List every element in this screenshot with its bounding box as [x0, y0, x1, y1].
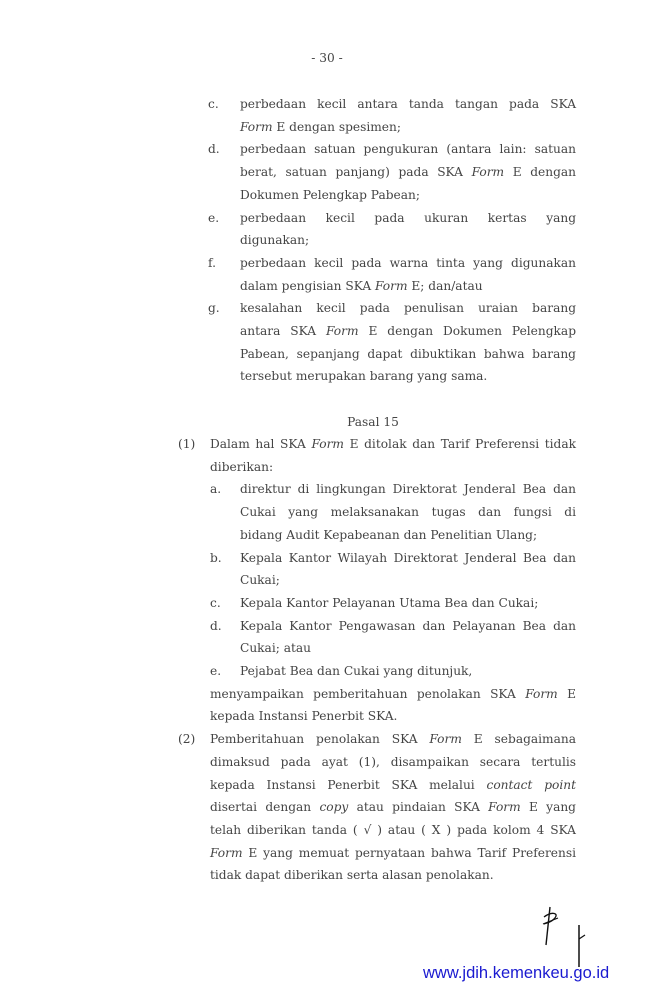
text-segment: Kepala Kantor Pengawasan dan Pelayanan Bea dan: [240, 618, 576, 633]
text-line: [240, 569, 576, 592]
text-segment: E: [557, 686, 576, 701]
text-line: [210, 456, 576, 479]
text-segment: kepada Instansi Penerbit SKA.: [210, 709, 398, 724]
text-segment: Cukai;: [240, 573, 280, 588]
text-segment: bidang Audit Kepabeanan dan Penelitian Ulang;: [240, 527, 538, 542]
italic-term: contact point: [486, 777, 576, 792]
text-line: [240, 524, 576, 547]
text-line: [240, 297, 576, 320]
text-segment: dalam pengisian SKA: [240, 278, 376, 293]
list-marker: a.: [210, 482, 222, 497]
text-segment: kepada Instansi Penerbit SKA melalui: [210, 777, 487, 792]
list-marker: d.: [210, 618, 222, 633]
text-line: [240, 660, 576, 683]
italic-term: Form: [326, 324, 359, 338]
list-marker: (2): [178, 732, 196, 747]
text-line: [240, 116, 576, 139]
text-segment: E yang: [520, 800, 576, 815]
text-line: [240, 592, 576, 615]
text-line: [240, 184, 576, 207]
text-segment: Kepala Kantor Pelayanan Utama Bea dan Cukai;: [240, 595, 539, 610]
text-segment: telah diberikan tanda ( √ ) atau ( X ) pada kolom 4 SKA: [210, 822, 576, 837]
italic-term: Form: [311, 437, 344, 451]
text-segment: digunakan;: [240, 233, 310, 248]
text-line: [240, 229, 576, 252]
text-segment: Dalam hal SKA: [210, 437, 312, 451]
text-line: [240, 501, 576, 524]
text-line: [210, 705, 576, 728]
text-line: [240, 161, 576, 184]
text-segment: Dokumen Pelengkap Pabean;: [240, 187, 420, 202]
text-segment: perbedaan kecil pada warna tinta yang digunakan: [240, 255, 576, 270]
text-segment: dimaksud pada ayat (1), disampaikan secara tertulis: [210, 754, 576, 769]
italic-term: Form: [429, 732, 462, 747]
text-segment: direktur di lingkungan Direktorat Jenderal Bea dan: [240, 482, 576, 497]
text-segment: E dengan spesimen;: [272, 119, 401, 134]
text-segment: E; dan/atau: [407, 278, 483, 293]
text-segment: perbedaan kecil antara tanda tangan pada SKA: [240, 97, 576, 111]
list-marker: d.: [208, 142, 220, 157]
italic-term: Form: [525, 686, 558, 701]
text-line: [240, 547, 576, 570]
text-segment: tidak dapat diberikan serta alasan penolakan.: [210, 868, 494, 883]
text-line: [240, 207, 576, 230]
footer-url-link[interactable]: www.jdih.kemenkeu.go.id: [423, 964, 610, 982]
text-line: [210, 842, 576, 865]
text-line: [210, 796, 576, 819]
text-line: [240, 365, 576, 388]
text-segment: Pejabat Bea dan Cukai yang ditunjuk,: [240, 664, 473, 678]
text-line: [240, 138, 576, 161]
italic-term: Form: [240, 119, 273, 134]
text-segment: Cukai yang melaksanakan tugas dan fungsi di: [240, 505, 576, 520]
list-marker: c.: [210, 595, 221, 610]
text-segment: disertai dengan: [210, 800, 320, 815]
text-segment: atau pindaian SKA: [348, 800, 489, 815]
text-line: [210, 774, 576, 797]
text-segment: kesalahan kecil pada penulisan uraian barang: [240, 301, 576, 316]
text-segment: Cukai; atau: [240, 641, 311, 656]
text-segment: diberikan:: [210, 459, 274, 474]
text-segment: E dengan: [504, 165, 576, 180]
text-segment: berat, satuan panjang) pada SKA: [240, 165, 472, 180]
text-segment: E ditolak dan Tarif Preferensi tidak: [343, 437, 576, 451]
text-line: [240, 93, 576, 116]
list-marker: c.: [208, 97, 219, 111]
text-segment: perbedaan satuan pengukuran (antara lain: satuan: [240, 142, 576, 157]
article-title: Pasal 15: [347, 415, 399, 429]
text-line: [210, 751, 576, 774]
handwritten-initials: [540, 905, 600, 973]
text-segment: menyampaikan pemberitahuan penolakan SKA: [210, 686, 526, 701]
text-segment: Kepala Kantor Wilayah Direktorat Jenderal Bea dan: [240, 550, 576, 565]
text-segment: E sebagaimana: [461, 732, 576, 747]
text-line: [210, 728, 576, 751]
list-marker: e.: [210, 664, 222, 678]
text-segment: Pabean, sepanjang dapat dibuktikan bahwa barang: [240, 346, 576, 361]
text-segment: E yang memuat pernyataan bahwa Tarif Preferensi: [242, 845, 576, 860]
italic-term: copy: [319, 800, 349, 815]
text-line: [240, 478, 576, 501]
page-number: - 30 -: [311, 51, 343, 65]
text-segment: perbedaan kecil pada ukuran kertas yang: [240, 210, 576, 225]
text-line: [210, 864, 576, 887]
list-marker: g.: [208, 301, 220, 316]
italic-term: Form: [488, 800, 521, 815]
italic-term: Form: [210, 845, 243, 860]
list-marker: e.: [208, 210, 220, 225]
text-line: [240, 637, 576, 660]
text-line: [210, 433, 576, 456]
text-segment: antara SKA: [240, 324, 327, 338]
list-marker: (1): [178, 437, 196, 451]
text-line: [210, 819, 576, 842]
text-line: [240, 252, 576, 275]
text-line: [240, 343, 576, 366]
italic-term: Form: [471, 165, 505, 180]
text-line: [240, 275, 576, 298]
list-marker: b.: [210, 550, 222, 565]
text-line: [240, 615, 576, 638]
list-marker: f.: [208, 255, 216, 270]
text-segment: E dengan Dokumen Pelengkap: [358, 324, 576, 338]
italic-term: Form: [375, 278, 408, 293]
text-segment: Pemberitahuan penolakan SKA: [210, 732, 430, 747]
text-segment: tersebut merupakan barang yang sama.: [240, 369, 488, 384]
text-line: [240, 320, 576, 343]
text-line: [210, 683, 576, 706]
